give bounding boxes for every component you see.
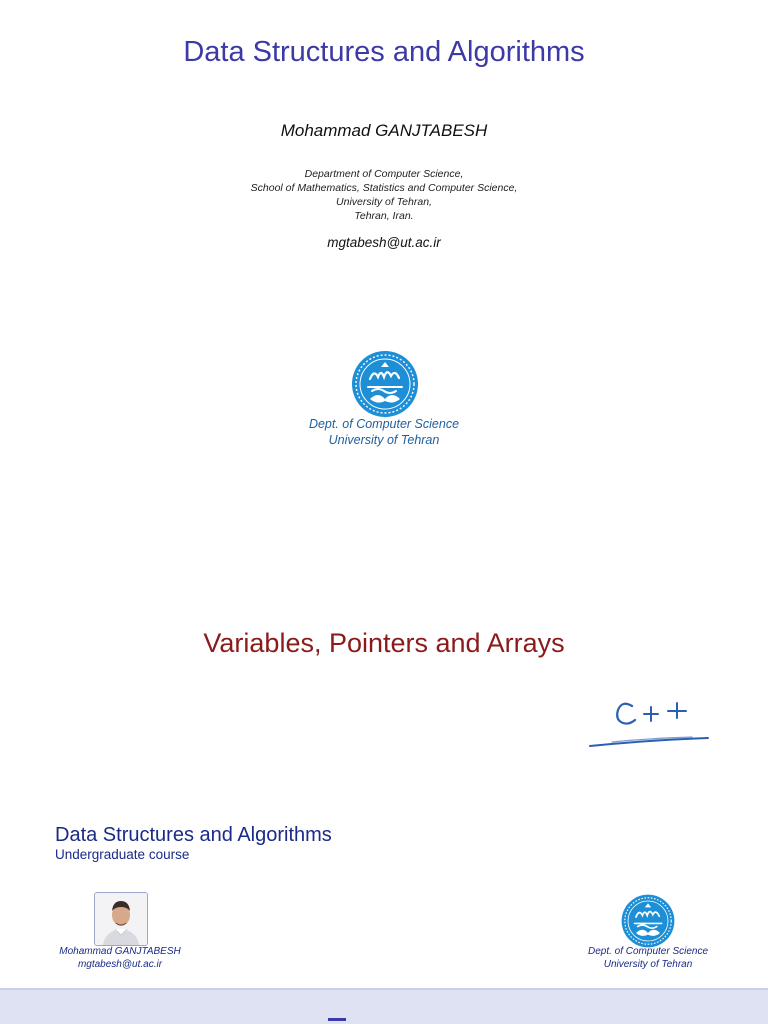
affiliation-line: University of Tehran,	[336, 196, 432, 208]
dept-line: Dept. of Computer Science	[308, 417, 460, 431]
slide1-email: mgtabesh@ut.ac.ir	[327, 235, 441, 250]
author-name: Mohammad GANJTABESH	[59, 946, 181, 957]
affiliation-line: School of Mathematics, Statistics and Computer Science,	[250, 182, 518, 194]
slide1-affiliation	[0, 167, 768, 223]
next-slide-band	[0, 990, 768, 1024]
slide1-author: Mohammad GANJTABESH	[280, 121, 488, 140]
dept-line: University of Tehran	[328, 433, 440, 447]
next-slide-title-fragment	[328, 1018, 346, 1021]
university-logo-icon	[620, 893, 676, 949]
author-email: mgtabesh@ut.ac.ir	[77, 958, 163, 970]
university-logo-icon	[350, 349, 420, 419]
slide1-title: Data Structures and Algorithms	[183, 36, 585, 68]
handwritten-cpp-note-icon	[582, 692, 722, 756]
slide3-subtitle: Undergraduate course	[55, 847, 190, 862]
slide2-title: Variables, Pointers and Arrays	[203, 628, 565, 658]
dept-line: Dept. of Computer Science	[587, 946, 709, 957]
avatar-icon	[95, 893, 147, 945]
affiliation-line: Tehran, Iran.	[354, 210, 414, 222]
slide3-author-block	[40, 946, 200, 971]
slide3-title: Data Structures and Algorithms	[55, 824, 332, 846]
dept-line: University of Tehran	[603, 958, 693, 970]
slide3-dept-caption	[570, 946, 726, 971]
affiliation-line: Department of Computer Science,	[304, 168, 464, 180]
slide1-dept-caption	[0, 416, 768, 448]
author-photo	[94, 892, 148, 946]
